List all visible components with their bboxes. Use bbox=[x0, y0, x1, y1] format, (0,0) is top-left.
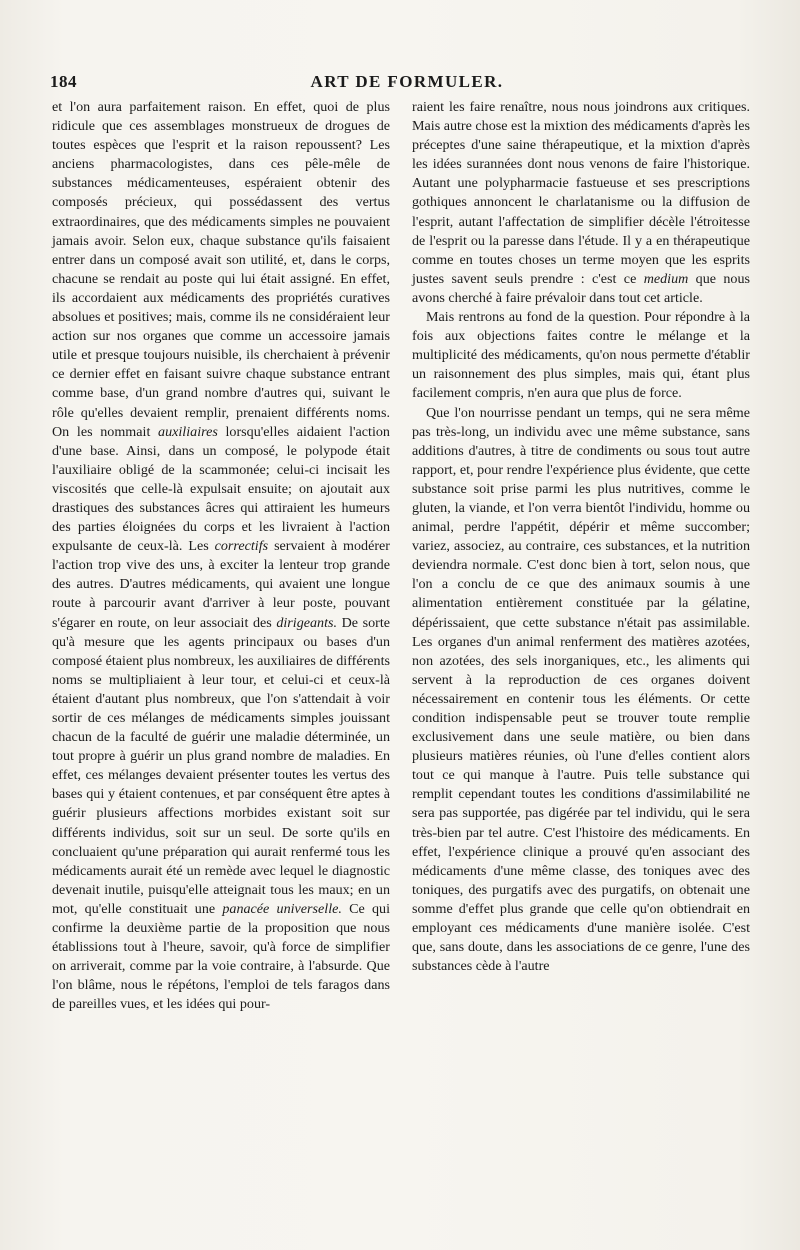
page-number: 184 bbox=[50, 72, 77, 91]
right-column bbox=[412, 98, 750, 1208]
italic-term: correctifs bbox=[214, 538, 269, 555]
paragraph: Mais rentrons au fond de la question. Pour répondre à la fois aux objections faites contre le mélange et la multiplicité des médicaments, qu'on nous permette d'établir un raisonnement des plus simples, mais qui, étant plus facilement compris, n'en aura que plus de force. bbox=[412, 309, 750, 402]
italic-term: auxiliaires bbox=[158, 423, 218, 440]
text-run: lorsqu'elles aidaient l'action d'une base. Ainsi, dans un composé, le polypode était l'auxiliaire obligé de la scammonée; celui-ci incisait les viscosités que celle-là expulsait ensuite; on ajoutait aux drastiques des substances âcres qui attiraient les humeurs des parties éloignées du corps et les livraient à l'action expulsante de ceux-là. Les bbox=[52, 423, 390, 555]
paragraph bbox=[412, 98, 750, 308]
text-run: Ce qui confirme la deuxième partie de la proposition que nous établissions tout à l'heure, savoir, qu'à force de simplifier on arriverait, comme par la voie contraire, à l'absurde. Que l'on blâme, nous le répétons, l'emploi de tels faragos dans de pareilles vues, et les idées qui pour- bbox=[52, 900, 390, 1013]
paragraph bbox=[52, 98, 390, 1015]
italic-term: panacée universelle. bbox=[222, 900, 342, 917]
left-column bbox=[52, 98, 390, 1208]
italic-term: dirigeants. bbox=[276, 614, 338, 631]
paragraph: Que l'on nourrisse pendant un temps, qui ne sera même pas très-long, un individu avec une même substance, sans additions d'autres, à titre de condiments ou sous tout autre rapport, et, pour rendre l'expérience plus évidente, que cette substance soit prise parmi les plus nutritives, comme le gluten, la viande, et l'on verra bientôt l'individu, homme ou animal, perdre l'appétit, dépérir et même succomber; variez, associez, au contraire, ces substances, et la nutrition deviendra normale. C'est donc bien à tort, selon nous, que l'on a conclu de ce que des animaux soumis à une alimentation entièrement constituée par la gélatine, dépérissaient, que cette substance n'était pas assimilable. Les organes d'un animal renferment des matières azotées, non azotées, des sels inorganiques, etc., les aliments qui servent à la reproduction de ces organes doivent nécessairement en contenir tous les éléments. Or cette condition indispensable peut se trouver toute remplie exclusivement dans une seule matière, ou bien dans plusieurs matières réunies, où l'une d'elles contient alors tout ce qui manque à l'autre. Puis telle substance qui remplit cependant toutes les conditions d'assimilabilité ne sera pas supportée, pas digérée par tel individu, qui le sera très-bien par tel autre. C'est l'histoire des médicaments. En effet, l'expérience clinique a prouvé qu'en associant des médicaments d'une même classe, des toniques avec des toniques, des purgatifs avec des purgatifs, on obtenait une somme d'effet plus grande que celle qu'on obtiendrait en employant ces médicaments d'une manière isolée. C'est que, sans doute, dans les associations de ce genre, l'une des substances cède à l'autre bbox=[412, 404, 750, 975]
text-run: raient les faire renaître, nous nous joindrons aux critiques. Mais autre chose est la mixtion des médicaments d'après les préceptes d'une saine thérapeutique, et la mixtion d'après les idées surannées dont nous venons de faire l'historique. Autant une polypharmacie fastueuse et ses prescriptions gothiques annoncent le charlatanisme ou la diffusion de l'esprit, autant l'affectation de simplifier décèle l'étroitesse de l'esprit ou la paresse dans l'étude. Il y a en thérapeutique comme en toutes choses un terme moyen que les esprits justes savent seuls prendre : c'est ce bbox=[412, 99, 750, 287]
text-run: que nous avons cherché à faire prévaloir dans tout cet article. bbox=[412, 270, 750, 306]
page-header bbox=[50, 70, 764, 98]
text-run: et l'on aura parfaitement raison. En effet, quoi de plus ridicule que ces assemblages monstrueux de drogues de toutes espèces que l'esprit et la raison repoussent? Les anciens pharmacologistes, dans ces pêle-mêle de substances médicamenteuses, espéraient obtenir des composés précieux, qui possédassent des vertus extraordinaires, que des médicaments simples ne pouvaient jamais avoir. Selon eux, chaque substance qu'ils faisaient entrer dans un composé avait son utilité, et, dans le corps, chacune se rendait au poste qui lui était assigné. En effet, ils accordaient aux médicaments des propriétés curatives absolues et positives; mais, comme ils ne considéraient leur action sur nos organes que comme un accessoire jamais utile et presque toujours nuisible, ils cherchaient à prévenir ce dernier effet en faisant suivre chaque substance entrant comme base, d'un grand nombre d'autres qui, suivant le rôle qu'elles devaient remplir, prenaient différents noms. On les nommait bbox=[52, 99, 390, 440]
text-run: servaient à modérer l'action trop vive des uns, à exciter la lenteur trop grande des autres. D'autres médicaments, qui avaient une longue route à parcourir avant d'arriver à leur poste, pouvant s'égarer en route, on leur associait des bbox=[52, 538, 390, 631]
italic-term: medium bbox=[643, 270, 689, 287]
text-run: De sorte qu'à mesure que les agents principaux ou bases d'un composé étaient plus nombreux, les auxiliaires de différents noms se multipliaient à leur tour, et celui-ci et ceux-là étaient d'autant plus nombreux, que l'on s'attendait à voir sortir de ces mélanges de médicaments simples jouissant chacun de la faculté de guérir une maladie déterminée, un tout propre à guérir un plus grand nombre de maladies. En effet, ces mélanges devaient présenter toutes les vertus des bases qui y étaient contenues, et par conséquent être aptes à guérir plusieurs affections morbides existant soit sur différents individus, soit sur un seul. De sorte qu'ils en concluaient qu'une préparation qui aurait renfermé tous les médicaments aurait été un remède avec lequel le diagnostic devenait inutile, puisqu'elle atteignait tous les maux; en un mot, qu'elle constituait une bbox=[52, 614, 390, 917]
running-title: ART DE FORMULER. bbox=[310, 72, 504, 91]
